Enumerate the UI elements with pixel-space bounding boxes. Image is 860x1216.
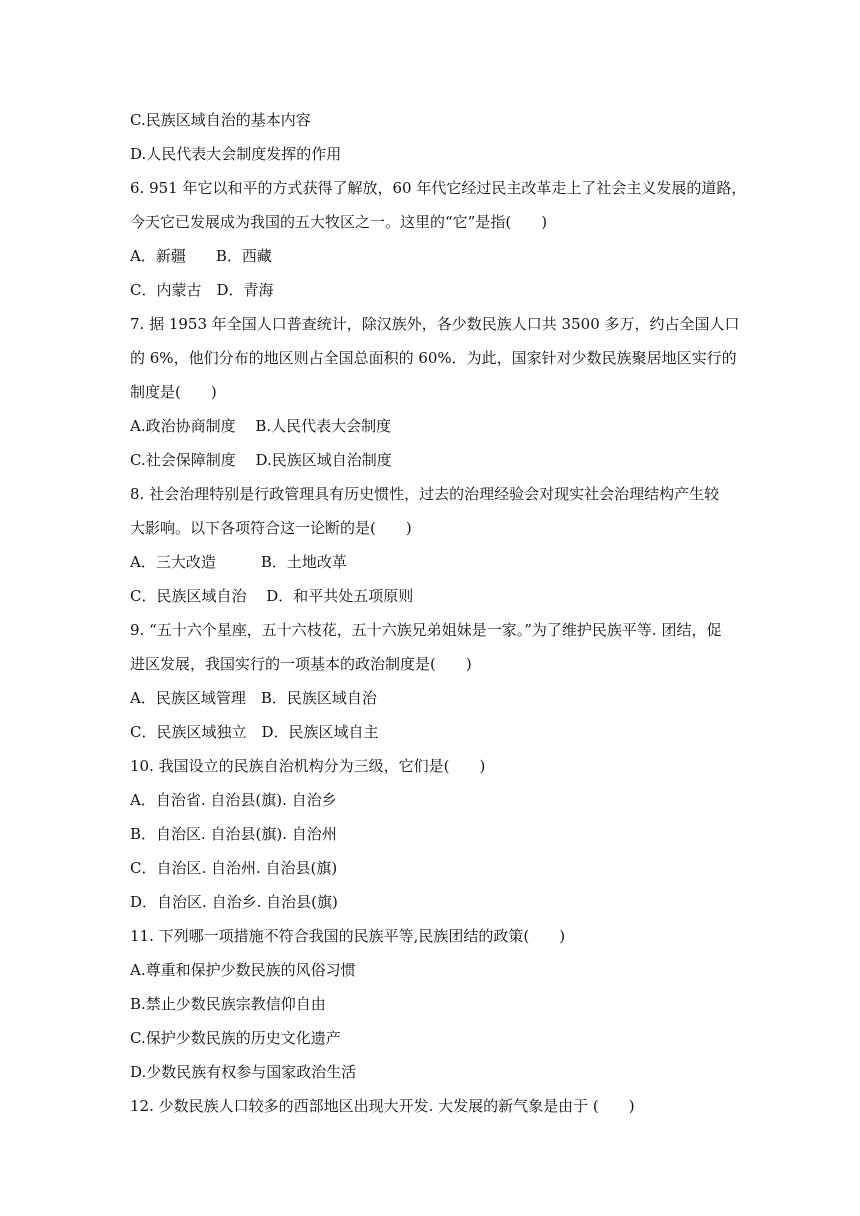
question-text: 进区发展，我国实行的一项基本的政治制度是( ) [130, 655, 472, 673]
option-text: A.政治协商制度 B.人民代表大会制度 [130, 417, 392, 435]
option-text: C.社会保障制度 D.民族区域自治制度 [130, 451, 392, 469]
question-text: 11. 下列哪一项措施不符合我国的民族平等,民族团结的政策( ) [130, 927, 566, 945]
option-text: B．自治区. 自治县(旗). 自治州 [130, 825, 337, 843]
option-text: C．民族区域独立 D．民族区域自主 [130, 723, 379, 741]
question-text: 大影响。以下各项符合这一论断的是( ) [130, 519, 412, 537]
question-text: 的 6%，他们分布的地区则占全国总面积的 60%．为此，国家针对少数民族聚居地区实行的 [130, 349, 737, 367]
question-text: 6. 951 年它以和平的方式获得了解放，60 年代它经过民主改革走上了社会主义发展的道路， [130, 179, 747, 197]
question-text: 8. 社会治理特别是行政管理具有历史惯性，过去的治理经验会对现实社会治理结构产生较 [130, 485, 720, 503]
option-text: B.禁止少数民族宗教信仰自由 [130, 995, 326, 1013]
option-text: A．自治省. 自治县(旗). 自治乡 [130, 791, 337, 809]
option-text: C.保护少数民族的历史文化遗产 [130, 1029, 341, 1047]
option-text: D.少数民族有权参与国家政治生活 [130, 1063, 357, 1081]
option-text: A.尊重和保护少数民族的风俗习惯 [130, 961, 356, 979]
option-text: D.人民代表大会制度发挥的作用 [130, 145, 342, 163]
option-text: A．民族区域管理 B．民族区域自治 [130, 689, 377, 707]
option-text: C．自治区. 自治州. 自治县(旗) [130, 859, 338, 877]
option-text: C．内蒙古 D．青海 [130, 281, 274, 299]
option-text: C.民族区域自治的基本内容 [130, 111, 311, 129]
question-text: 制度是( ) [130, 383, 217, 401]
question-text: 9. “五十六个星座，五十六枝花，五十六族兄弟姐妹是一家。”为了维护民族平等. 团结，促 [130, 621, 722, 639]
question-text: 10. 我国设立的民族自治机构分为三级，它们是( ) [130, 757, 486, 775]
question-text: 12. 少数民族人口较多的西部地区出现大开发. 大发展的新气象是由于 ( ) [130, 1097, 635, 1115]
question-text: 7. 据 1953 年全国人口普查统计，除汉族外，各少数民族人口共 3500 多万，约占全国人口 [130, 315, 740, 333]
option-text: A．新疆 B．西藏 [130, 247, 272, 265]
option-text: D．自治区. 自治乡. 自治县(旗) [130, 893, 338, 911]
option-text: A．三大改造 B．土地改革 [130, 553, 347, 571]
option-text: C．民族区域自治 D．和平共处五项原则 [130, 587, 414, 605]
question-text: 今天它已发展成为我国的五大牧区之一。这里的“它”是指( ) [130, 213, 548, 231]
